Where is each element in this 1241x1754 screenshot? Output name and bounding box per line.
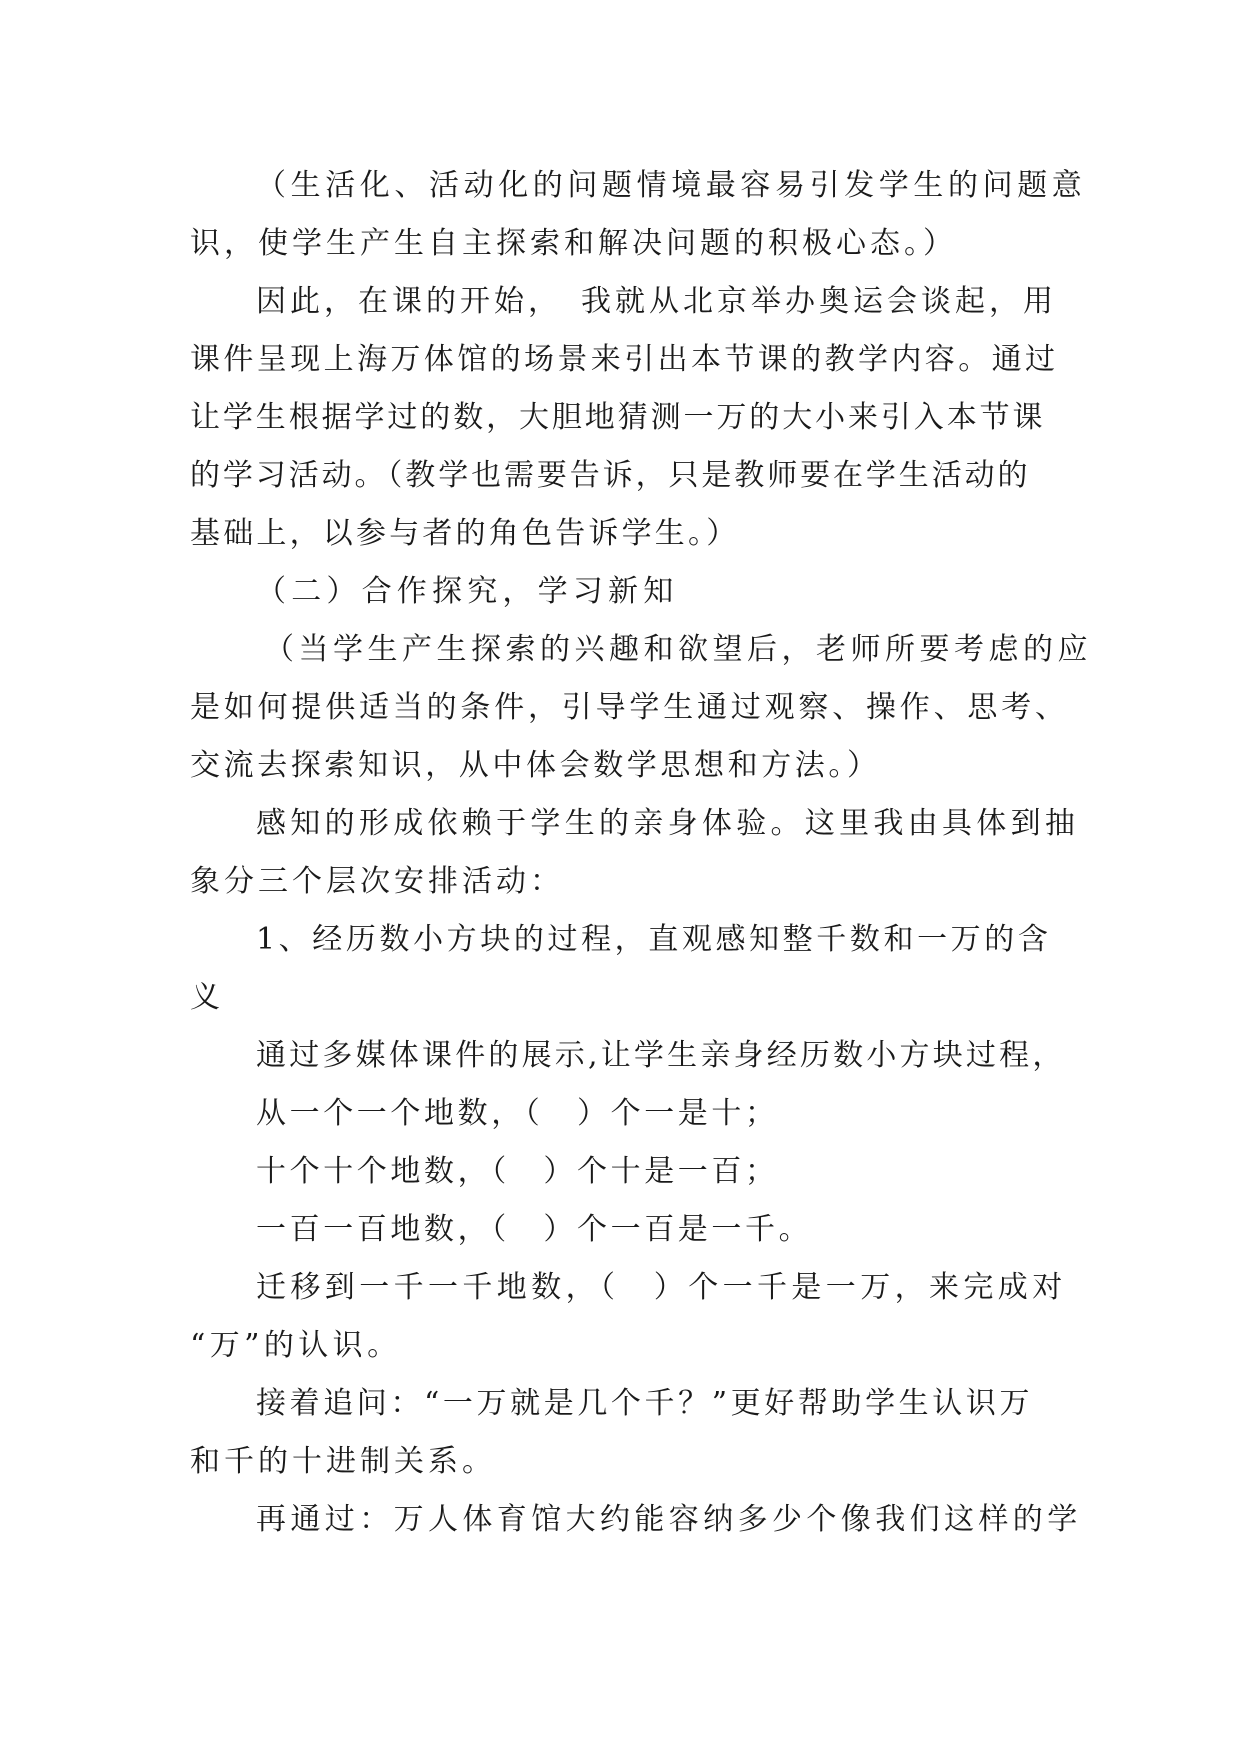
list-item: 从一个一个地数，（ ）个一是十； (256, 1096, 779, 1131)
paragraph-line: 课件呈现上海万体馆的场景来引出本节课的教学内容。通过 (190, 342, 1059, 377)
paragraph-line: 再通过：万人体育馆大约能容纳多少个像我们这样的学 (256, 1502, 1082, 1537)
paragraph-line: 是如何提供适当的条件，引导学生通过观察、操作、思考、 (190, 690, 1069, 725)
paragraph-line: 交流去探索知识，从中体会数学思想和方法。） (190, 748, 881, 783)
paragraph-line: 象分三个层次安排活动： (190, 864, 564, 899)
list-item: 一百一百地数，（ ）个一百是一千。 (256, 1212, 813, 1247)
paragraph-line: 义 (190, 980, 225, 1015)
paragraph-line: 的学习活动。（教学也需要告诉，只是教师要在学生活动的 (190, 458, 1031, 493)
paragraph-line: 和千的十进制关系。 (190, 1444, 496, 1479)
paragraph-line: 1、经历数小方块的过程，直观感知整千数和一万的含 (256, 922, 1052, 957)
paragraph-line: 通过多媒体课件的展示,让学生亲身经历数小方块过程， (256, 1038, 1066, 1073)
paragraph-line: 因此，在课的开始， 我就从北京举办奥运会谈起，用 (256, 284, 1057, 319)
paragraph-line: （生活化、活动化的问题情境最容易引发学生的问题意 (256, 168, 1087, 203)
paragraph-line: 感知的形成依赖于学生的亲身体验。这里我由具体到抽 (256, 806, 1080, 841)
paragraph-line: 让学生根据学过的数，大胆地猜测一万的大小来引入本节课 (190, 400, 1046, 435)
paragraph-line: 识，使学生产生自主探索和解决问题的积极心态。） (190, 226, 957, 261)
paragraph-line: “万”的认识。 (190, 1328, 402, 1363)
section-heading: （二）合作探究，学习新知 (256, 574, 679, 609)
paragraph-line: （当学生产生探索的兴趣和欲望后，老师所要考虑的应 (264, 632, 1092, 667)
paragraph-line: 接着追问：“一万就是几个千？”更好帮助学生认识万 (256, 1386, 1034, 1421)
paragraph-line: 迁移到一千一千地数，（ ）个一千是一万，来完成对 (256, 1270, 1067, 1305)
paragraph-line: 基础上，以参与者的角色告诉学生。） (190, 516, 740, 551)
list-item: 十个十个地数，（ ）个十是一百； (256, 1154, 779, 1189)
